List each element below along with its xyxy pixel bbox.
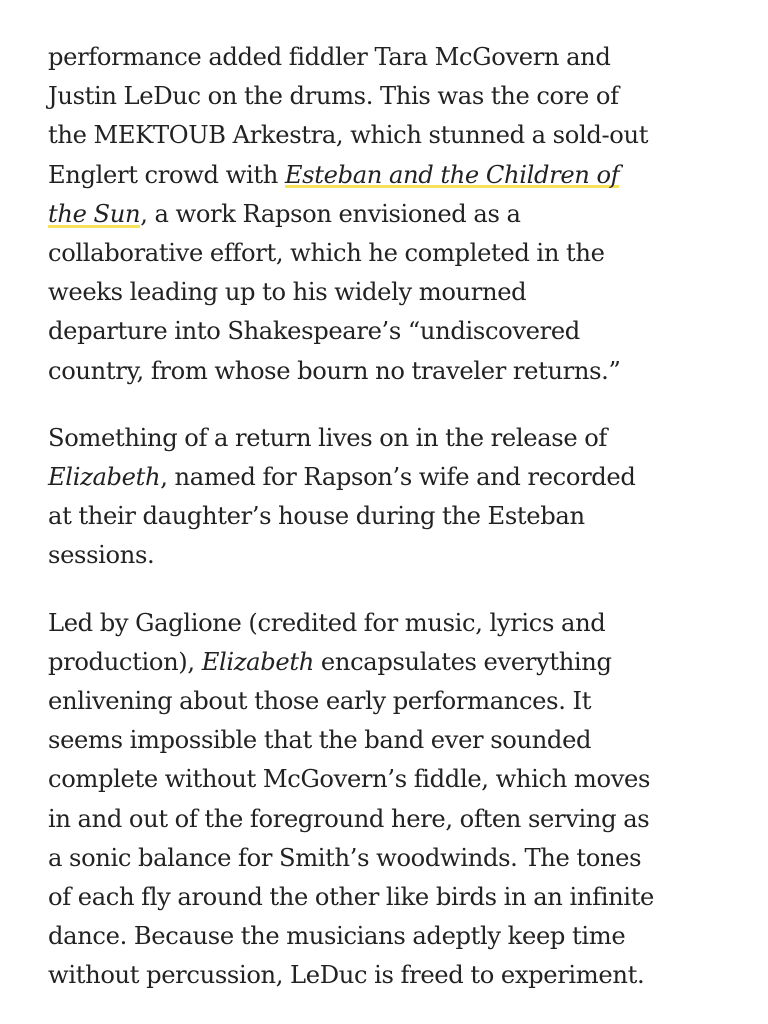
text-line: seems impossible that the band ever sounded	[48, 726, 592, 755]
text-line	[48, 156, 738, 195]
text-line	[48, 643, 738, 682]
album-title-italic: Elizabeth	[201, 647, 314, 676]
text-line: departure into Shakespeare’s “undiscovered	[48, 317, 580, 346]
text-line: performance added fiddler Tara McGovern and	[48, 43, 611, 71]
text-line	[48, 458, 738, 497]
text-line: at their daughter’s house during the Esteban	[48, 502, 585, 531]
text-line: Justin LeDuc on the drums. This was the core of	[48, 82, 619, 111]
text-line: collaborative effort, which he completed in the	[48, 239, 605, 268]
esteban-album-link-continued[interactable]: the Sun	[48, 199, 141, 228]
article-paragraph-3	[48, 604, 738, 996]
text-line: weeks leading up to his widely mourned	[48, 278, 527, 307]
esteban-album-link[interactable]: Esteban and the Children of	[284, 160, 620, 189]
text-line: Something of a return lives on in the release of	[48, 423, 608, 452]
text-line	[48, 195, 738, 234]
text-segment: encapsulates everything	[313, 647, 612, 676]
album-title-italic: Elizabeth	[48, 463, 161, 492]
text-line: without percussion, LeDuc is freed to experiment.	[48, 961, 645, 990]
text-segment: , a work Rapson envisioned as a	[140, 199, 521, 228]
text-line: a sonic balance for Smith’s woodwinds. The tones	[48, 843, 642, 872]
text-line: of each fly around the other like birds in an infinite	[48, 883, 655, 912]
text-line: enlivening about those early performances. It	[48, 687, 592, 716]
text-line: sessions.	[48, 541, 155, 570]
article-paragraph-2	[48, 419, 738, 576]
text-line: Led by Gaglione (credited for music, lyrics and	[48, 608, 606, 637]
text-segment: Englert crowd with	[48, 160, 285, 189]
text-line: country, from whose bourn no traveler returns.”	[48, 356, 621, 385]
text-line: the MEKTOUB Arkestra, which stunned a sold-out	[48, 121, 649, 150]
article-body	[48, 38, 738, 1024]
text-segment: , named for Rapson’s wife and recorded	[160, 463, 636, 492]
text-segment: production),	[48, 647, 202, 676]
text-line: complete without McGovern’s fiddle, which moves	[48, 765, 651, 794]
text-line: dance. Because the musicians adeptly keep time	[48, 922, 626, 951]
article-paragraph-1	[48, 38, 738, 391]
text-line: in and out of the foreground here, often serving as	[48, 804, 650, 833]
